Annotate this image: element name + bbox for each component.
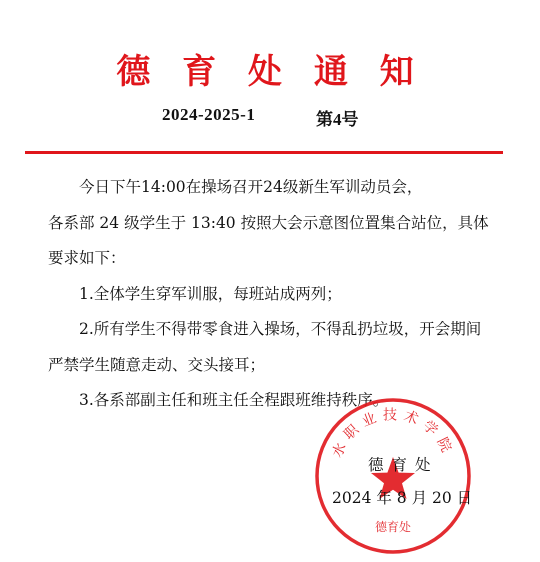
seal-outer-text: 水职业技术学院: [329, 407, 457, 461]
seal-inner-text: 德育处: [374, 520, 412, 534]
requirement-item-3: 3.各系部副主任和班主任全程跟班维持秩序。: [79, 391, 389, 409]
doc-number: 第4号: [316, 110, 359, 129]
requirement-item-1: 1.全体学生穿军训服，每班站成两列；: [79, 284, 342, 303]
notice-body: [48, 170, 496, 419]
signature-org: 德育处: [368, 456, 439, 474]
notice-title: 德 育 处 通 知: [116, 52, 424, 92]
paragraph-1-continued: 各系部 24 级学生于 13:40 按照大会示意图位置集合站位，具体要求如下：: [48, 213, 489, 267]
doc-year: 2024-2025-1: [162, 105, 256, 124]
official-seal: [312, 395, 474, 557]
paragraph-1-line-1: 今日下午14:00在操场召开24级新生军训动员会，: [79, 178, 423, 196]
signature-date: 2024 年 8 月 20 日: [332, 489, 473, 507]
requirement-item-2: 2.所有学生不得带零食进入操场，不得乱扔垃圾，开会期间严禁学生随意走动、交头接耳；: [48, 320, 482, 374]
red-divider: [25, 151, 503, 154]
